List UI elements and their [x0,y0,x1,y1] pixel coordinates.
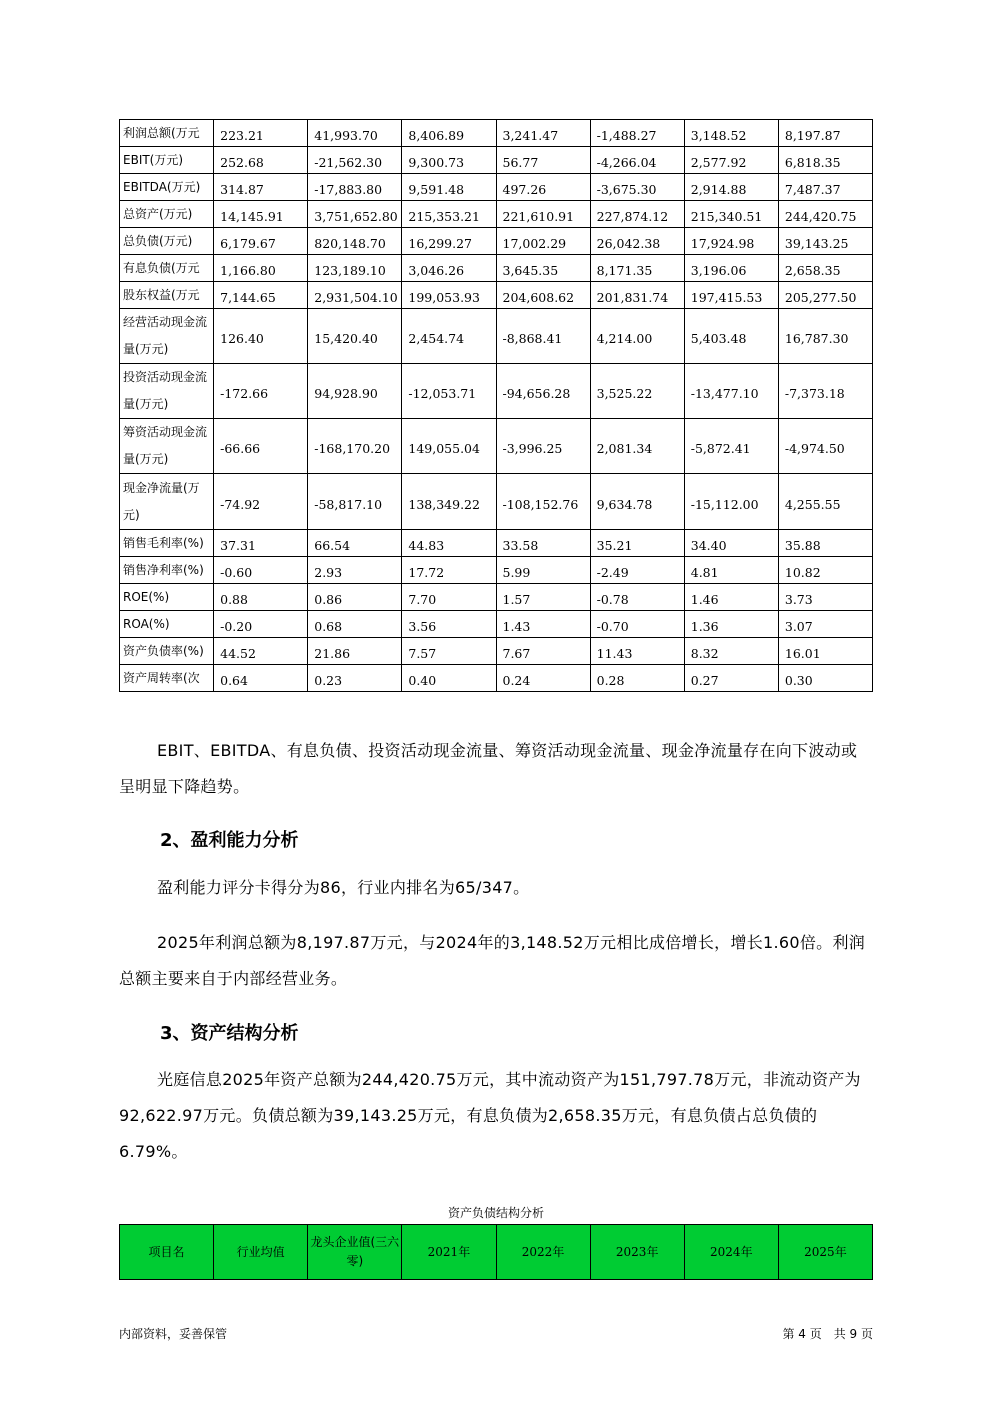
table-cell: 199,053.93 [402,282,496,309]
table-row [120,120,873,147]
row-label: EBITDA(万元) [120,174,214,201]
table-cell: 1.46 [684,584,778,611]
table-cell: 44.83 [402,530,496,557]
table-cell: -3,675.30 [590,174,684,201]
table-cell: 44.52 [214,638,308,665]
balance-table-header-row [120,1225,873,1280]
column-header: 龙头企业值(三六零) [308,1225,402,1280]
table-cell: 4,255.55 [778,474,872,530]
table-cell: 223.21 [214,120,308,147]
table-cell: 33.58 [496,530,590,557]
table-cell: 497.26 [496,174,590,201]
financial-metrics-table [119,119,873,692]
row-label: 销售毛利率(%) [120,530,214,557]
table-cell: 2,914.88 [684,174,778,201]
row-label: 总负债(万元) [120,228,214,255]
table-cell: 3.07 [778,611,872,638]
table-row [120,530,873,557]
table-cell: 10.82 [778,557,872,584]
table-cell: 205,277.50 [778,282,872,309]
table-cell: 123,189.10 [308,255,402,282]
table-cell: 2,931,504.10 [308,282,402,309]
profit-section-heading: 2、盈利能力分析 [160,830,299,851]
table-cell: -17,883.80 [308,174,402,201]
table-cell: 0.30 [778,665,872,692]
table-cell: 1.36 [684,611,778,638]
table-cell: 0.40 [402,665,496,692]
table-cell: 17,924.98 [684,228,778,255]
table-cell: 221,610.91 [496,201,590,228]
table-row [120,584,873,611]
table-cell: 4.81 [684,557,778,584]
table-cell: -5,872.41 [684,419,778,474]
balance-table-caption: 资产负债结构分析 [447,1206,544,1220]
table-cell: 215,340.51 [684,201,778,228]
table-cell: 2,454.74 [402,309,496,364]
table-row [120,419,873,474]
table-row [120,611,873,638]
table-cell: 56.77 [496,147,590,174]
table-cell: 21.86 [308,638,402,665]
table-cell: -172.66 [214,364,308,419]
table-row [120,174,873,201]
table-row [120,201,873,228]
table-cell: 3,751,652.80 [308,201,402,228]
profit-score-paragraph: 盈利能力评分卡得分为86，行业内排名为65/347。 [157,878,530,897]
table-cell: 1.43 [496,611,590,638]
table-cell: 126.40 [214,309,308,364]
table-cell: 0.88 [214,584,308,611]
table-cell: 16,299.27 [402,228,496,255]
row-label: EBIT(万元) [120,147,214,174]
table-cell: 34.40 [684,530,778,557]
table-cell: -1,488.27 [590,120,684,147]
column-header: 2021年 [402,1225,496,1280]
row-label: 股东权益(万元 [120,282,214,309]
footer-confidential-note: 内部资料，妥善保管 [119,1327,228,1341]
table-cell: 3,525.22 [590,364,684,419]
row-label: 有息负债(万元 [120,255,214,282]
table-cell: 5,403.48 [684,309,778,364]
table-cell: 6,179.67 [214,228,308,255]
table-cell: -168,170.20 [308,419,402,474]
table-cell: 17.72 [402,557,496,584]
table-cell: -66.66 [214,419,308,474]
table-row [120,282,873,309]
balance-structure-table [119,1224,873,1280]
row-label: 资产负债率(%) [120,638,214,665]
row-label: 销售净利率(%) [120,557,214,584]
table-cell: 1.57 [496,584,590,611]
table-cell: -3,996.25 [496,419,590,474]
table-cell: 3,148.52 [684,120,778,147]
row-label: 经营活动现金流量(万元) [120,309,214,364]
column-header: 2025年 [778,1225,872,1280]
table-cell: 17,002.29 [496,228,590,255]
column-header: 项目名 [120,1225,214,1280]
table-cell: 35.21 [590,530,684,557]
table-row [120,665,873,692]
table-cell: 2,081.34 [590,419,684,474]
table-cell: 37.31 [214,530,308,557]
table-cell: 41,993.70 [308,120,402,147]
row-label: 总资产(万元) [120,201,214,228]
table-cell: 3.56 [402,611,496,638]
table-cell: -2.49 [590,557,684,584]
table-cell: 26,042.38 [590,228,684,255]
profit-detail-paragraph: 2025年利润总额为8,197.87万元，与2024年的3,148.52万元相比成倍增长，增长1.60倍。利润总额主要来自于内部经营业务。 [119,933,866,988]
table-cell: 9,591.48 [402,174,496,201]
table-cell: 0.24 [496,665,590,692]
column-header: 2022年 [496,1225,590,1280]
table-cell: 0.23 [308,665,402,692]
table-cell: -4,266.04 [590,147,684,174]
table-cell: 215,353.21 [402,201,496,228]
table-cell: 66.54 [308,530,402,557]
table-cell: 0.64 [214,665,308,692]
table-cell: 138,349.22 [402,474,496,530]
asset-detail-paragraph: 光庭信息2025年资产总额为244,420.75万元，其中流动资产为151,797.78万元，非流动资产为92,622.97万元。负债总额为39,143.25万元，有息负债为2,658.35万元，有息负债占总负债的6.79%。 [119,1070,861,1161]
table-cell: 16.01 [778,638,872,665]
table-cell: 3.73 [778,584,872,611]
table-cell: 8,406.89 [402,120,496,147]
column-header: 2023年 [590,1225,684,1280]
table-cell: 0.27 [684,665,778,692]
table-cell: 3,241.47 [496,120,590,147]
table-cell: 3,645.35 [496,255,590,282]
table-cell: 16,787.30 [778,309,872,364]
table-cell: -58,817.10 [308,474,402,530]
table-cell: -7,373.18 [778,364,872,419]
table-cell: 2,658.35 [778,255,872,282]
table-cell: 4,214.00 [590,309,684,364]
table-cell: 3,196.06 [684,255,778,282]
table-cell: 94,928.90 [308,364,402,419]
table-cell: 5.99 [496,557,590,584]
column-header: 2024年 [684,1225,778,1280]
table-row [120,474,873,530]
table-row [120,364,873,419]
table-cell: 8,171.35 [590,255,684,282]
table-cell: 14,145.91 [214,201,308,228]
table-cell: 244,420.75 [778,201,872,228]
table-cell: -12,053.71 [402,364,496,419]
footer-page-number: 第 4 页 共 9 页 [782,1327,873,1341]
table-cell: 15,420.40 [308,309,402,364]
table-row [120,557,873,584]
table-cell: 2.93 [308,557,402,584]
table-cell: 1,166.80 [214,255,308,282]
table-cell: -15,112.00 [684,474,778,530]
table-cell: -0.20 [214,611,308,638]
row-label: 投资活动现金流量(万元) [120,364,214,419]
table-cell: 201,831.74 [590,282,684,309]
row-label: ROE(%) [120,584,214,611]
row-label: 资产周转率(次 [120,665,214,692]
table-cell: 204,608.62 [496,282,590,309]
table-cell: 0.86 [308,584,402,611]
table-cell: -13,477.10 [684,364,778,419]
table-cell: 2,577.92 [684,147,778,174]
table-row [120,309,873,364]
table-row [120,228,873,255]
table-cell: 7.67 [496,638,590,665]
asset-section-heading: 3、资产结构分析 [160,1023,299,1044]
table-cell: 0.68 [308,611,402,638]
table-cell: 8,197.87 [778,120,872,147]
table-row [120,638,873,665]
table-cell: 11.43 [590,638,684,665]
table-cell: -8,868.41 [496,309,590,364]
table-cell: -4,974.50 [778,419,872,474]
column-header: 行业均值 [214,1225,308,1280]
table-cell: 9,300.73 [402,147,496,174]
table-cell: 227,874.12 [590,201,684,228]
table-cell: 7.57 [402,638,496,665]
row-label: 筹资活动现金流量(万元) [120,419,214,474]
table-cell: -74.92 [214,474,308,530]
table-cell: -94,656.28 [496,364,590,419]
table-cell: -0.70 [590,611,684,638]
table-cell: 6,818.35 [778,147,872,174]
table-row [120,147,873,174]
table-cell: 314.87 [214,174,308,201]
table-cell: 8.32 [684,638,778,665]
table-cell: -21,562.30 [308,147,402,174]
table-cell: -108,152.76 [496,474,590,530]
row-label: ROA(%) [120,611,214,638]
table-cell: 7,487.37 [778,174,872,201]
table-cell: 35.88 [778,530,872,557]
table-row [120,255,873,282]
metrics-table-body [120,120,873,692]
table-cell: 252.68 [214,147,308,174]
table-cell: 149,055.04 [402,419,496,474]
table-cell: 0.28 [590,665,684,692]
row-label: 现金净流量(万元) [120,474,214,530]
table-cell: 3,046.26 [402,255,496,282]
table-cell: 820,148.70 [308,228,402,255]
table-cell: -0.60 [214,557,308,584]
table-cell: 7.70 [402,584,496,611]
trend-paragraph: EBIT、EBITDA、有息负债、投资活动现金流量、筹资活动现金流量、现金净流量存在向下波动或呈明显下降趋势。 [119,741,858,796]
row-label: 利润总额(万元 [120,120,214,147]
table-cell: 39,143.25 [778,228,872,255]
table-cell: -0.78 [590,584,684,611]
table-cell: 197,415.53 [684,282,778,309]
table-cell: 9,634.78 [590,474,684,530]
table-cell: 7,144.65 [214,282,308,309]
